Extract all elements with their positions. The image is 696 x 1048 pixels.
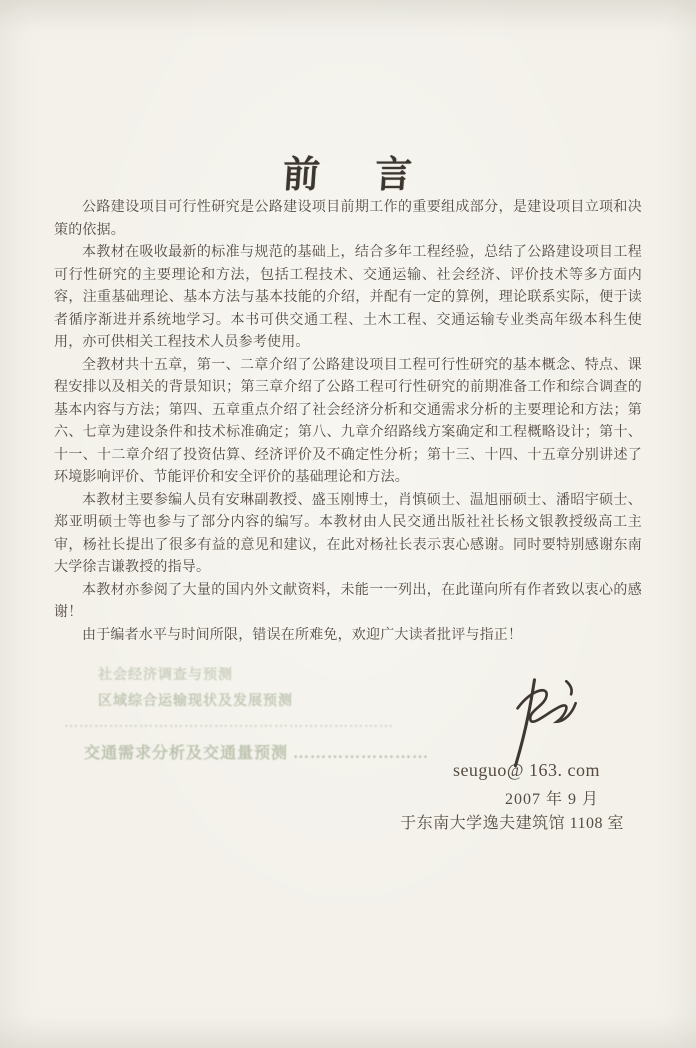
paragraph: 全教材共十五章，第一、二章介绍了公路建设项目工程可行性研究的基本概念、特点、课程安排以及相关的背景知识；第三章介绍了公路工程可行性研究的前期准备工作和综合调查的基本内容与方法；第四、五章重点介绍了社会经济分析和交通需求分析的主要理论和方法；第六、七章为建设条件和技术标准确定；第八、九章介绍路线方案确定和工程概略设计；第十、十一、十二章介绍了投资估算、经济评价及不确定性分析；第十三、十四、十五章分别讲述了环境影响评价、节能评价和安全评价的基础理论和方法。 bbox=[54, 357, 642, 485]
preface-body bbox=[54, 197, 642, 647]
bleed-through-dotted-leader: ………………………………………………………… bbox=[64, 716, 394, 731]
preface-date: 2007 年 9 月 bbox=[504, 791, 599, 808]
author-email: seuguo@ 163. com bbox=[452, 760, 600, 780]
paragraph: 由于编者水平与时间所限，错误在所难免，欢迎广大读者批评与指正！ bbox=[82, 627, 523, 643]
preface-location: 于东南大学逸夫建筑馆 1108 室 bbox=[400, 815, 624, 832]
paragraph: 本教材在吸收最新的标准与规范的基础上，结合多年工程经验，总结了公路建设项目工程可行性研究的主要理论和方法，包括工程技术、交通运输、社会经济、评价技术等多方面内容，注重基础理论、基本方法与基本技能的介绍，并配有一定的算例，理论联系实际，便于读者循序渐进并系统地学习。本书可供交通工程、土木工程、交通运输专业类高年级本科生使用，亦可供相关工程技术人员参考使用。 bbox=[54, 245, 642, 350]
page-title-char-right: 言 bbox=[373, 155, 415, 196]
paragraph: 本教材主要参编人员有安琳副教授、盛玉刚博士，肖慎硕士、温旭丽硕士、潘昭宇硕士、郑亚明硕士等也参与了部分内容的编写。本教材由人民交通出版社社长杨文银教授级高工主审，杨社长提出了很多有益的意见和建议，在此对杨社长表示衷心感谢。同时要特别感谢东南大学徐吉谦教授的指导。 bbox=[54, 492, 642, 575]
page-title bbox=[0, 144, 696, 198]
bleed-through-text: 区域综合运输现状及发展预测 bbox=[98, 694, 293, 709]
signature-strokes bbox=[502, 674, 599, 771]
paragraph: 公路建设项目可行性研究是公路建设项目前期工作的重要组成部分，是建设项目立项和决策的依据。 bbox=[54, 200, 642, 238]
page-title-char-left: 前 bbox=[281, 155, 323, 196]
handwritten-signature bbox=[502, 674, 599, 771]
bleed-through-text: 交通需求分析及交通量预测 …………………… bbox=[84, 745, 430, 762]
bleed-through-text: 社会经济调查与预测 bbox=[98, 668, 233, 683]
paragraph: 本教材亦参阅了大量的国内外文献资料，未能一一列出，在此谨向所有作者致以衷心的感谢！ bbox=[54, 582, 642, 620]
